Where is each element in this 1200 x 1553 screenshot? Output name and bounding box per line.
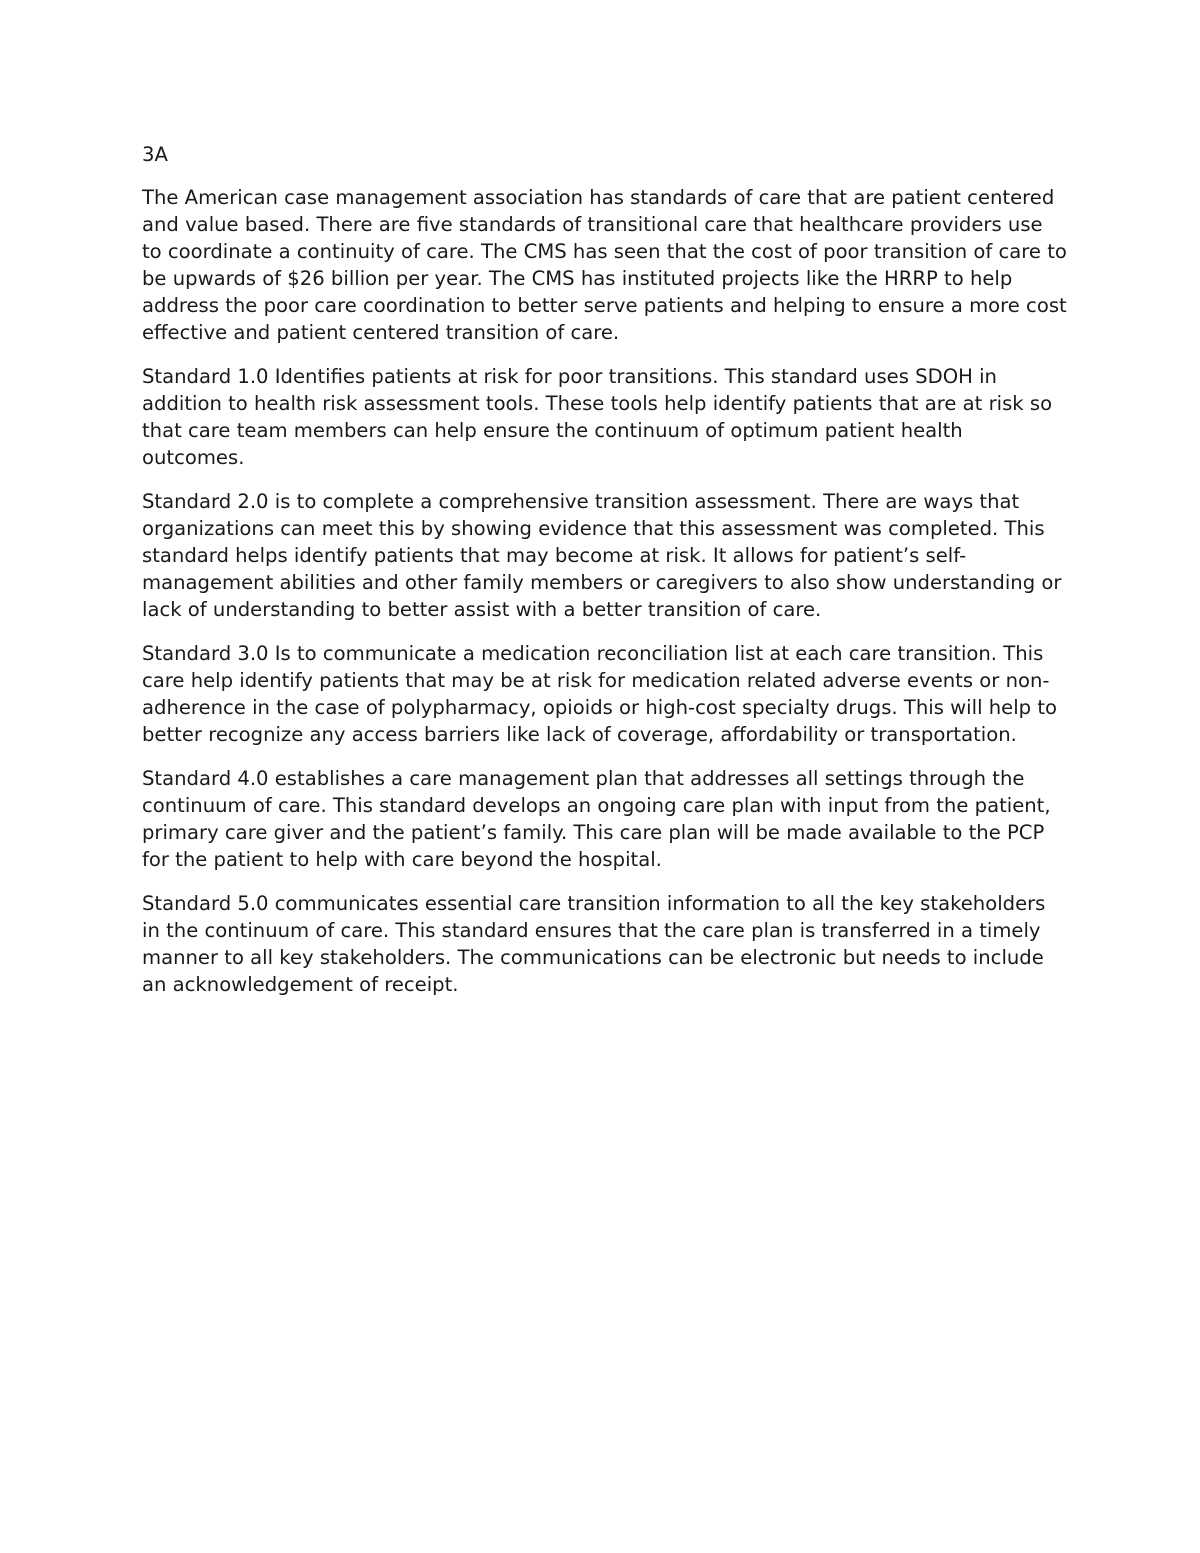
document-body (142, 141, 1067, 1015)
paragraph-standard-3: Standard 3.0 Is to communicate a medication reconciliation list at each care transition. This care help identify patients that may be at risk for medication related adverse events or non-adherence in the case of polypharmacy, opioids or high-cost specialty drugs. This will help to better recognize any access barriers like lack of coverage, affordability or transportation. (142, 642, 1057, 746)
paragraph-intro: The American case management association has standards of care that are patient centered and value based. There are five standards of transitional care that healthcare providers use to coordinate a continuity of care. The CMS has seen that the cost of poor transition of care to be upwards of $26 billion per year. The CMS has instituted projects like the HRRP to help address the poor care coordination to better serve patients and helping to ensure a more cost effective and patient centered transition of care. (142, 186, 1067, 344)
paragraph-standard-5: Standard 5.0 communicates essential care transition information to all the key stakeholders in the continuum of care. This standard ensures that the care plan is transferred in a timely manner to all key stakeholders. The communications can be electronic but needs to include an acknowledgement of receipt. (142, 892, 1046, 996)
paragraph-standard-1: Standard 1.0 Identifies patients at risk for poor transitions. This standard uses SDOH in addition to health risk assessment tools. These tools help identify patients that are at risk so that care team members can help ensure the continuum of optimum patient health outcomes. (142, 365, 1053, 469)
document-heading: 3A (142, 143, 168, 166)
paragraph-standard-4: Standard 4.0 establishes a care management plan that addresses all settings through the continuum of care. This standard develops an ongoing care plan with input from the patient, primary care giver and the patient’s family. This care plan will be made available to the PCP for the patient to help with care beyond the hospital. (142, 767, 1051, 871)
paragraph-standard-2: Standard 2.0 is to complete a comprehensive transition assessment. There are ways that organizations can meet this by showing evidence that this assessment was completed. This standard helps identify patients that may become at risk. It allows for patient’s self-management abilities and other family members or caregivers to also show understanding or lack of understanding to better assist with a better transition of care. (142, 490, 1062, 621)
